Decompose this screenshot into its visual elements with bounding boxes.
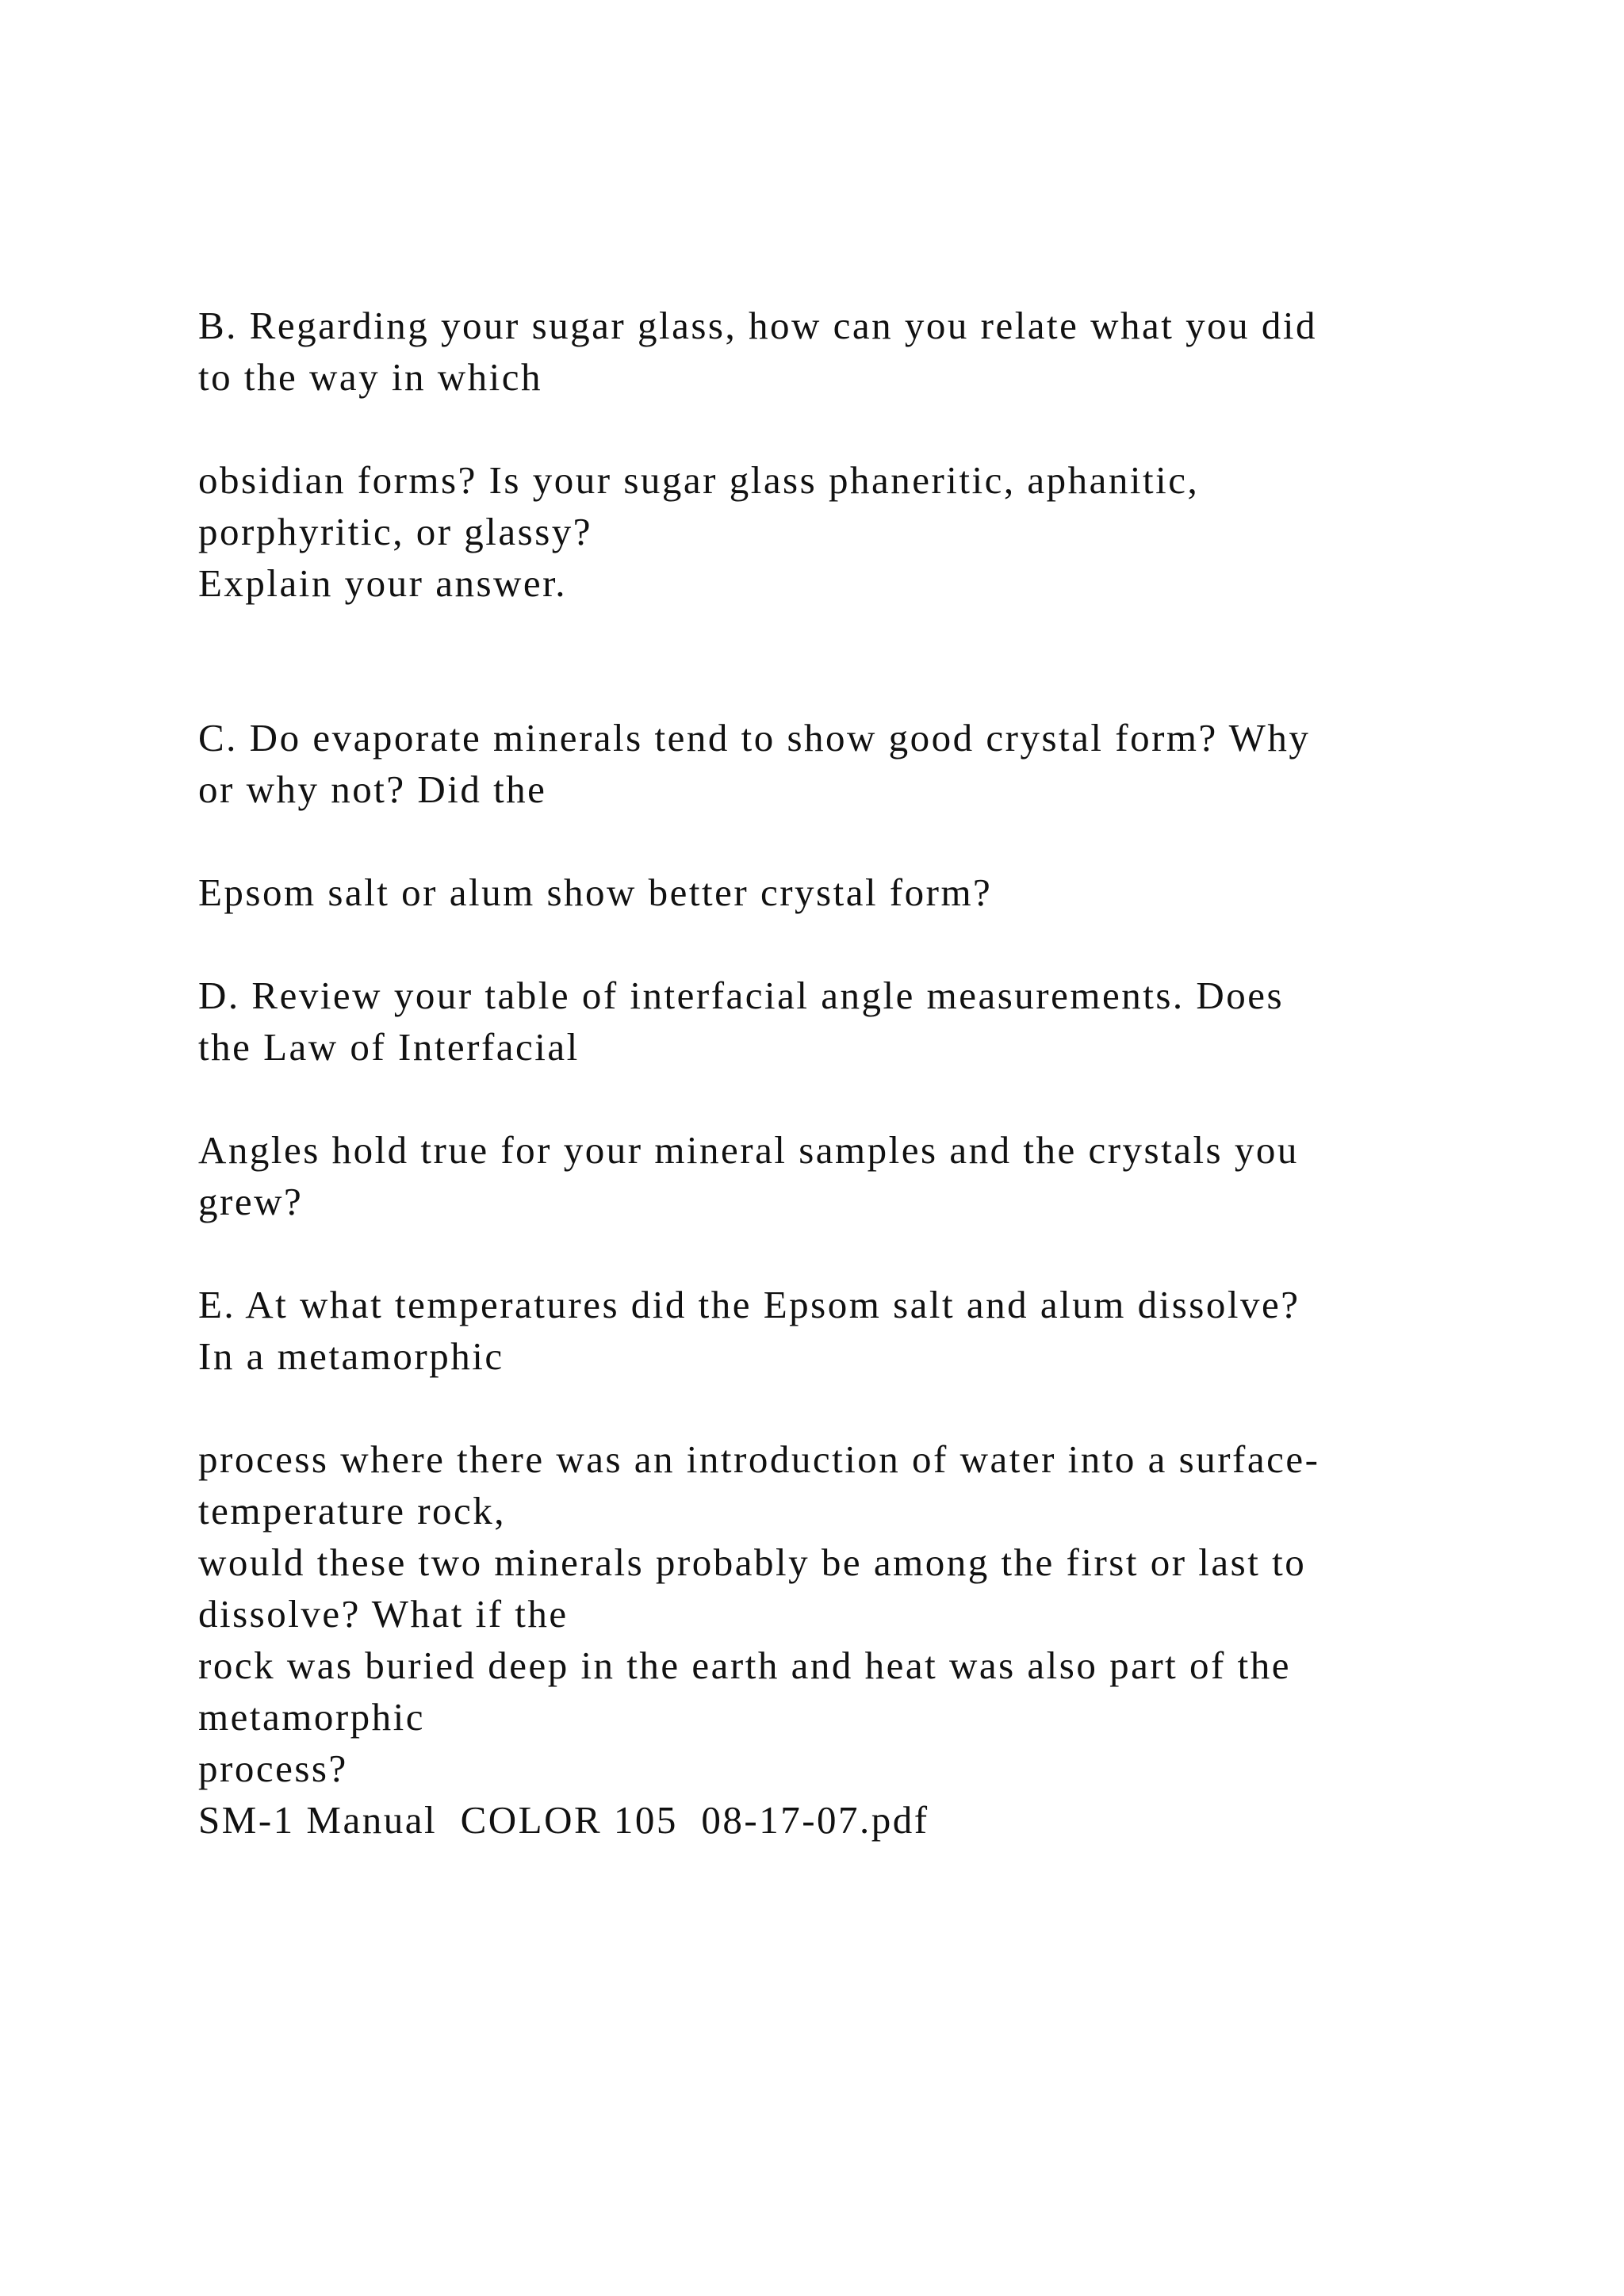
text-line: temperature rock, (198, 1489, 507, 1533)
text-line: Epsom salt or alum show better crystal form? (198, 871, 993, 914)
text-line: metamorphic (198, 1695, 426, 1739)
text-line: or why not? Did the (198, 767, 547, 811)
text-line: D. Review your table of interfacial angle measurements. Does (198, 974, 1285, 1017)
text-line: rock was buried deep in the earth and heat was also part of the (198, 1644, 1291, 1687)
text-line: porphyritic, or glassy? (198, 510, 593, 553)
text-line: In a metamorphic (198, 1334, 504, 1378)
text-line: dissolve? What if the (198, 1592, 569, 1636)
text-line: Angles hold true for your mineral samples and the crystals you (198, 1128, 1299, 1172)
text-line: obsidian forms? Is your sugar glass phaneritic, aphanitic, (198, 458, 1200, 502)
text-line: Explain your answer. (198, 561, 568, 605)
file-reference: SM-1 Manual COLOR 105 08-17-07.pdf (198, 1798, 929, 1842)
text-line: process? (198, 1747, 348, 1790)
text-line: would these two minerals probably be among the first or last to (198, 1540, 1307, 1584)
blank-line (198, 403, 1507, 454)
blank-line (198, 918, 1507, 970)
text-line: grew? (198, 1180, 304, 1223)
blank-line (198, 1073, 1507, 1124)
text-line: E. At what temperatures did the Epsom salt and alum dissolve? (198, 1283, 1300, 1326)
text-line: C. Do evaporate minerals tend to show good crystal form? Why (198, 716, 1311, 760)
text-line: B. Regarding your sugar glass, how can you relate what you did (198, 304, 1318, 347)
text-line: the Law of Interfacial (198, 1025, 580, 1069)
text-line: process where there was an introduction of water into a surface- (198, 1437, 1320, 1481)
blank-line (198, 1382, 1507, 1433)
document-text (198, 300, 1507, 1846)
blank-line (198, 815, 1507, 867)
blank-line (198, 660, 1507, 712)
blank-line (198, 1227, 1507, 1279)
blank-line (198, 609, 1507, 660)
text-line: to the way in which (198, 355, 542, 399)
